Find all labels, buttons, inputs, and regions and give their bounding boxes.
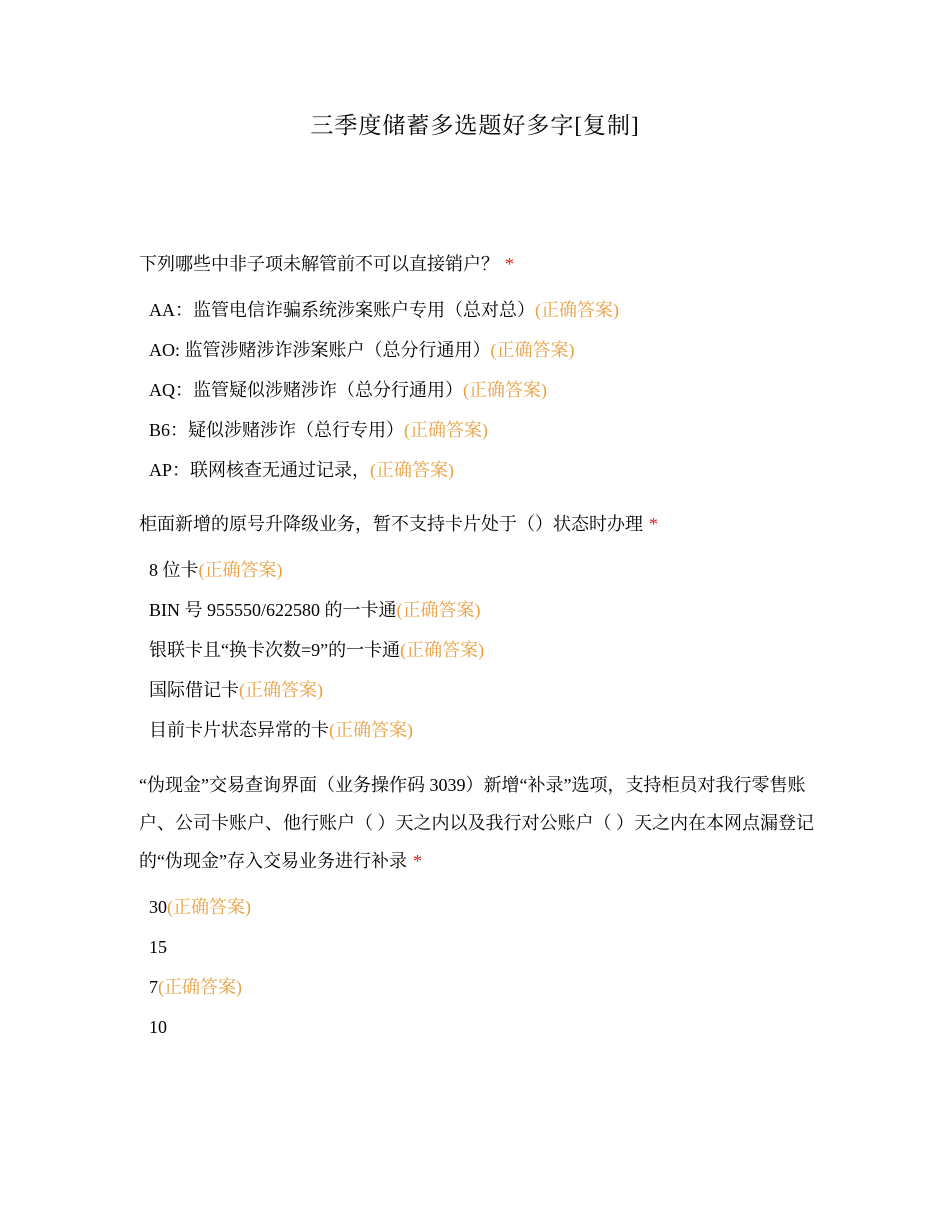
option-item[interactable] (149, 590, 829, 630)
option-label: 8 位卡 (149, 560, 199, 580)
option-item[interactable] (149, 630, 829, 670)
option-item[interactable] (149, 967, 829, 1007)
option-label: 15 (149, 937, 167, 957)
question-text: 柜面新增的原号升降级业务，暂不支持卡片处于（）状态时办理 (139, 514, 643, 534)
correct-answer-tag: (正确答案) (396, 600, 481, 620)
question-1 (139, 245, 819, 283)
option-label: 国际借记卡 (149, 680, 239, 700)
option-item[interactable] (149, 410, 829, 450)
correct-answer-tag: (正确答案) (463, 380, 547, 400)
option-item[interactable] (149, 330, 829, 370)
question-2-options (149, 550, 829, 750)
option-label: 7 (149, 977, 158, 997)
question-2 (139, 505, 819, 543)
correct-answer-tag: (正确答案) (535, 300, 619, 320)
question-3-options (149, 887, 829, 1047)
required-mark: * (505, 254, 514, 274)
option-label: 银联卡且“换卡次数=9”的一卡通 (149, 640, 401, 660)
option-item[interactable] (149, 450, 829, 490)
correct-answer-tag: (正确答案) (490, 340, 575, 360)
correct-answer-tag: (正确答案) (370, 460, 455, 480)
option-item[interactable] (149, 710, 829, 750)
question-3 (139, 766, 819, 880)
required-mark: * (412, 851, 422, 871)
option-item[interactable] (149, 670, 829, 710)
option-label: B6：疑似涉赌涉诈（总行专用） (149, 420, 405, 440)
option-label: 目前卡片状态异常的卡 (149, 720, 329, 740)
option-label: 10 (149, 1017, 167, 1037)
option-item[interactable] (149, 927, 829, 967)
option-label: AP：联网核查无通过记录， (149, 460, 371, 480)
option-item[interactable] (149, 887, 829, 927)
correct-answer-tag: (正确答案) (167, 897, 251, 917)
option-label: BIN 号 955550/622580 的一卡通 (149, 600, 397, 620)
option-label: AA：监管电信诈骗系统涉案账户专用（总对总） (149, 300, 535, 320)
question-text: “伪现金”交易查询界面（业务操作码 3039）新增“补录”选项，支持柜员对我行零售账户、公司卡账户、他行账户（ ）天之内以及我行对公账户（ ）天之内在本网点漏登记的“伪现金”存入交易业务进行补录 (139, 775, 814, 871)
correct-answer-tag: (正确答案) (329, 720, 413, 740)
option-item[interactable] (149, 550, 829, 590)
correct-answer-tag: (正确答案) (239, 680, 323, 700)
correct-answer-tag: (正确答案) (404, 420, 489, 440)
document-title: 三季度储蓄多选题好多字[复制] (310, 113, 640, 138)
question-1-options (149, 290, 829, 490)
option-label: AQ：监管疑似涉赌涉诈（总分行通用） (149, 380, 463, 400)
option-label: AO: 监管涉赌涉诈涉案账户（总分行通用） (149, 340, 491, 360)
option-item[interactable] (149, 370, 829, 410)
required-mark: * (649, 514, 658, 534)
option-item[interactable] (149, 1007, 829, 1047)
question-text: 下列哪些中非子项未解管前不可以直接销户？ (139, 254, 499, 274)
option-item[interactable] (149, 290, 829, 330)
correct-answer-tag: (正确答案) (198, 560, 283, 580)
correct-answer-tag: (正确答案) (400, 640, 485, 660)
correct-answer-tag: (正确答案) (158, 977, 242, 997)
option-label: 30 (149, 897, 167, 917)
